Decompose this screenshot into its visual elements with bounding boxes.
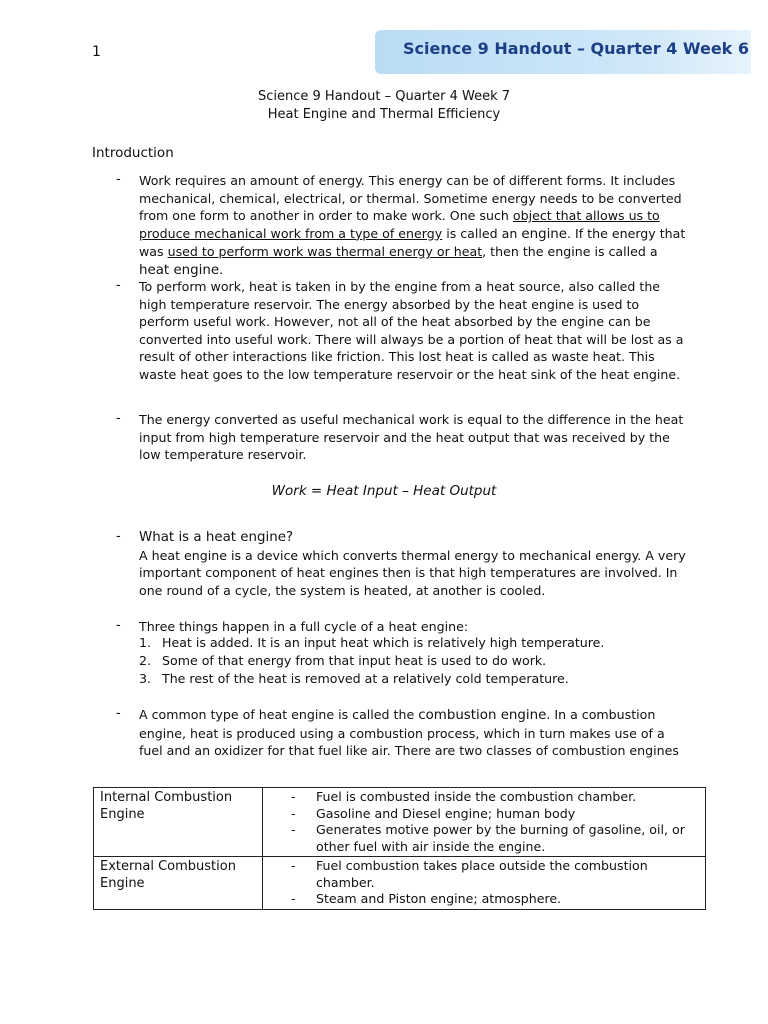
table-row-label: Internal Combustion Engine [94, 788, 263, 857]
bullet: - [116, 706, 121, 721]
bullet: - [116, 529, 121, 544]
list-item: Heat is added. It is an input heat which is relatively high temperature. [162, 635, 605, 650]
list-item: Some of that energy from that input heat is used to do work. [162, 653, 547, 668]
list-item: - Steam and Piston engine; atmosphere. [291, 891, 562, 906]
intro-paragraph-1: Work requires an amount of energy. This energy can be of different forms. It includes mechanical, chemical, electrical, or thermal. Sometime energy needs to be converted from one form to another in order to make work. One such object that allows us to produce mechanical work from a type of energy is called an engine. If the energy that was used to perform work was thermal energy or heat, then the engine is called a heat engine. [139, 173, 686, 278]
section-heading: Introduction [92, 145, 174, 161]
intro-paragraph-2: To perform work, heat is taken in by the engine from a heat source, also called the high temperature reservoir. The energy absorbed by the heat engine is used to perform useful work. However, not all of the heat absorbed by the engine can be converted into useful work. There will always be a portion of heat that will be lost as a result of other interactions like friction. This lost heat is called as waste heat. This waste heat goes to the low temperature reservoir or the heat sink of the heat engine. [139, 279, 684, 382]
list-item: - Generates motive power by the burning of gasoline, oil, or other fuel with air inside the engine. [291, 822, 685, 854]
list-item: - Gasoline and Diesel engine; human body [291, 805, 576, 821]
combustion-engine-table [93, 787, 706, 910]
list-item: - Fuel combustion takes place outside the combustion chamber. [291, 858, 648, 890]
bullet: - [116, 618, 121, 633]
document-subtitle: Heat Engine and Thermal Efficiency [267, 107, 501, 122]
list-item: The rest of the heat is removed at a relatively cold temperature. [162, 671, 569, 686]
table-row-details [263, 788, 706, 857]
list-number: 3. [139, 671, 152, 686]
bullet: - [116, 411, 121, 426]
intro-paragraph-3: The energy converted as useful mechanical work is equal to the difference in the heat input from high temperature reservoir and the heat output that was received by the low temperature reservoir. [139, 412, 684, 463]
bullet: - [116, 172, 121, 187]
list-number: 2. [139, 653, 152, 668]
keyword-heat-engine: heat engine [139, 262, 220, 278]
table-row-label: External Combustion Engine [94, 857, 263, 910]
bullet: - [116, 278, 121, 293]
banner-title: Science 9 Handout – Quarter 4 Week 6 [403, 39, 750, 58]
page-number: 1 [92, 44, 101, 60]
question-heading: What is a heat engine? [139, 530, 294, 545]
header-banner [375, 30, 751, 74]
table-row-details [263, 857, 706, 910]
work-formula: Work = Heat Input – Heat Output [271, 483, 497, 499]
keyword-combustion-engine: combustion engine [418, 708, 547, 723]
question-body: A heat engine is a device which converts thermal energy to mechanical energy. A very important component of heat engines then is that high temperatures are involved. In one round of a cycle, the system is heated, at another is cooled. [139, 547, 686, 598]
keyword-engine: engine [521, 226, 568, 242]
combustion-paragraph: A common type of heat engine is called the combustion engine. In a combustion engine, heat is produced using a combustion process, which in turn makes use of a fuel and an oxidizer for that fuel like air. There are two classes of combustion engines [139, 707, 679, 759]
document-title: Science 9 Handout – Quarter 4 Week 7 [258, 89, 510, 104]
list-item: - Fuel is combusted inside the combustion chamber. [291, 789, 637, 804]
cycle-intro: Three things happen in a full cycle of a heat engine: [139, 619, 469, 634]
list-number: 1. [139, 635, 152, 650]
table-row [94, 788, 706, 857]
table-row [94, 857, 706, 910]
heat-engine-definition [139, 529, 689, 599]
